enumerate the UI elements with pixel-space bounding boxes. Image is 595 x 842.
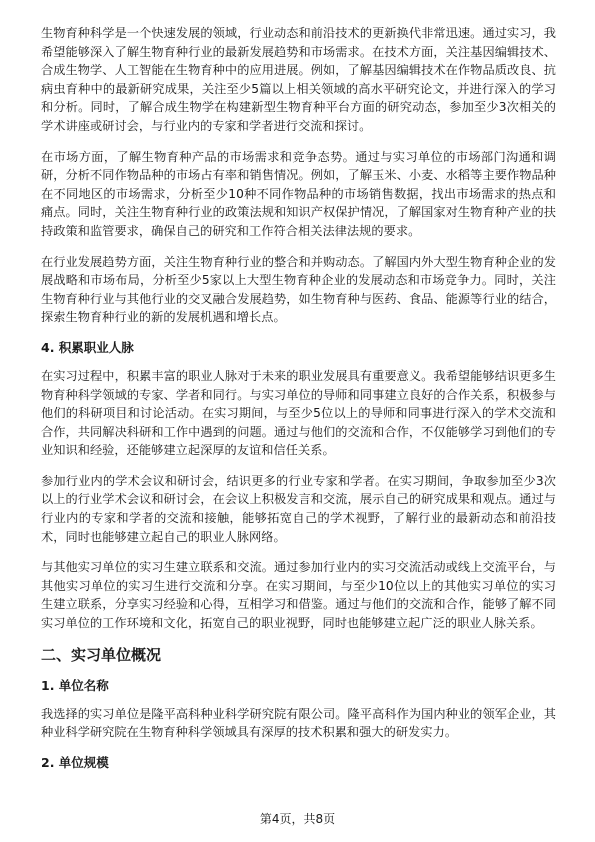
section-heading-network: 4. 积累职业人脉 [41, 339, 134, 355]
paragraph-network-mentors: 在实习过程中，积累丰富的职业人脉对于未来的职业发展具有重要意义。我希望能够结识更多生物育种科学领域的专家、学者和同行。与实习单位的导师和同事建立良好的合作关系，积极参与他们的科研项目和讨论活动。在实习期间，与至少5位以上的导师和同事进行深入的学术交流和合作，共同解决科研和工作中遇到的问题。通过与他们的交流和合作，不仅能够学习到他们的专业知识和经验，还能够建立起深厚的友谊和信任关系。 [41, 368, 556, 458]
chapter-heading-unit-overview: 二、实习单位概况 [41, 645, 162, 664]
paragraph-network-conferences: 参加行业内的学术会议和研讨会，结识更多的行业专家和学者。在实习期间，争取参加至少3次以上的行业学术会议和研讨会，在会议上积极发言和交流，展示自己的研究成果和观点。通过与行业内的专家和学者的交流和接触，能够拓宽自己的学术视野，了解行业的最新动态和前沿技术，同时也能够建立起自己的职业人脉网络。 [41, 473, 556, 544]
subheading-unit-scale: 2. 单位规模 [41, 754, 109, 770]
page-number-footer: 第4页，共8页 [259, 812, 336, 826]
paragraph-industry-trends: 生物育种科学是一个快速发展的领域，行业动态和前沿技术的更新换代非常迅速。通过实习，我希望能够深入了解生物育种行业的最新发展趋势和市场需求。在技术方面，关注基因编辑技术、合成生物学、人工智能在生物育种中的应用进展。例如，了解基因编辑技术在作物品质改良、抗病虫育种中的最新研究成果，关注至少5篇以上相关领域的高水平研究论文，并进行深入的学习和分析。同时，了解合成生物学在构建新型生物育种平台方面的研究动态，参加至少3次相关的学术讲座或研讨会，与行业内的专家和学者进行交流和探讨。 [41, 26, 556, 133]
subheading-unit-name: 1. 单位名称 [41, 677, 109, 693]
paragraph-market: 在市场方面，了解生物育种产品的市场需求和竞争态势。通过与实习单位的市场部门沟通和调研，分析不同作物品种的市场占有率和销售情况。例如，了解玉米、小麦、水稻等主要作物品种在不同地区的市场需求，分析至少10种不同作物品种的市场销售数据，找出市场需求的热点和痛点。同时，关注生物育种行业的政策法规和知识产权保护情况，了解国家对生物育种产业的扶持政策和监管要求，确保自己的研究和工作符合相关法律法规的要求。 [41, 149, 556, 238]
document-page [41, 24, 556, 782]
paragraph-development-trends: 在行业发展趋势方面，关注生物育种行业的整合和并购动态。了解国内外大型生物育种企业的发展战略和市场布局，分析至少5家以上大型生物育种企业的发展动态和市场竞争力。同时，关注生物育种行业与其他行业的交叉融合发展趋势，如生物育种与医药、食品、能源等行业的结合，探索生物育种行业的新的发展机遇和增长点。 [41, 254, 556, 325]
paragraph-unit-name: 我选择的实习单位是隆平高科种业科学研究院有限公司。隆平高科作为国内种业的领军企业，其种业科学研究院在生物育种科学领域具有深厚的技术积累和强大的研发实力。 [41, 706, 556, 740]
paragraph-network-interns: 与其他实习单位的实习生建立联系和交流。通过参加行业内的实习交流活动或线上交流平台，与其他实习单位的实习生进行交流和分享。在实习期间，与至少10位以上的其他实习单位的实习生建立联系，分享实习经验和心得，互相学习和借鉴。通过与他们的交流和合作，能够了解不同实习单位的工作环境和文化，拓宽自己的职业视野，同时也能够建立起广泛的职业人脉关系。 [41, 560, 556, 631]
